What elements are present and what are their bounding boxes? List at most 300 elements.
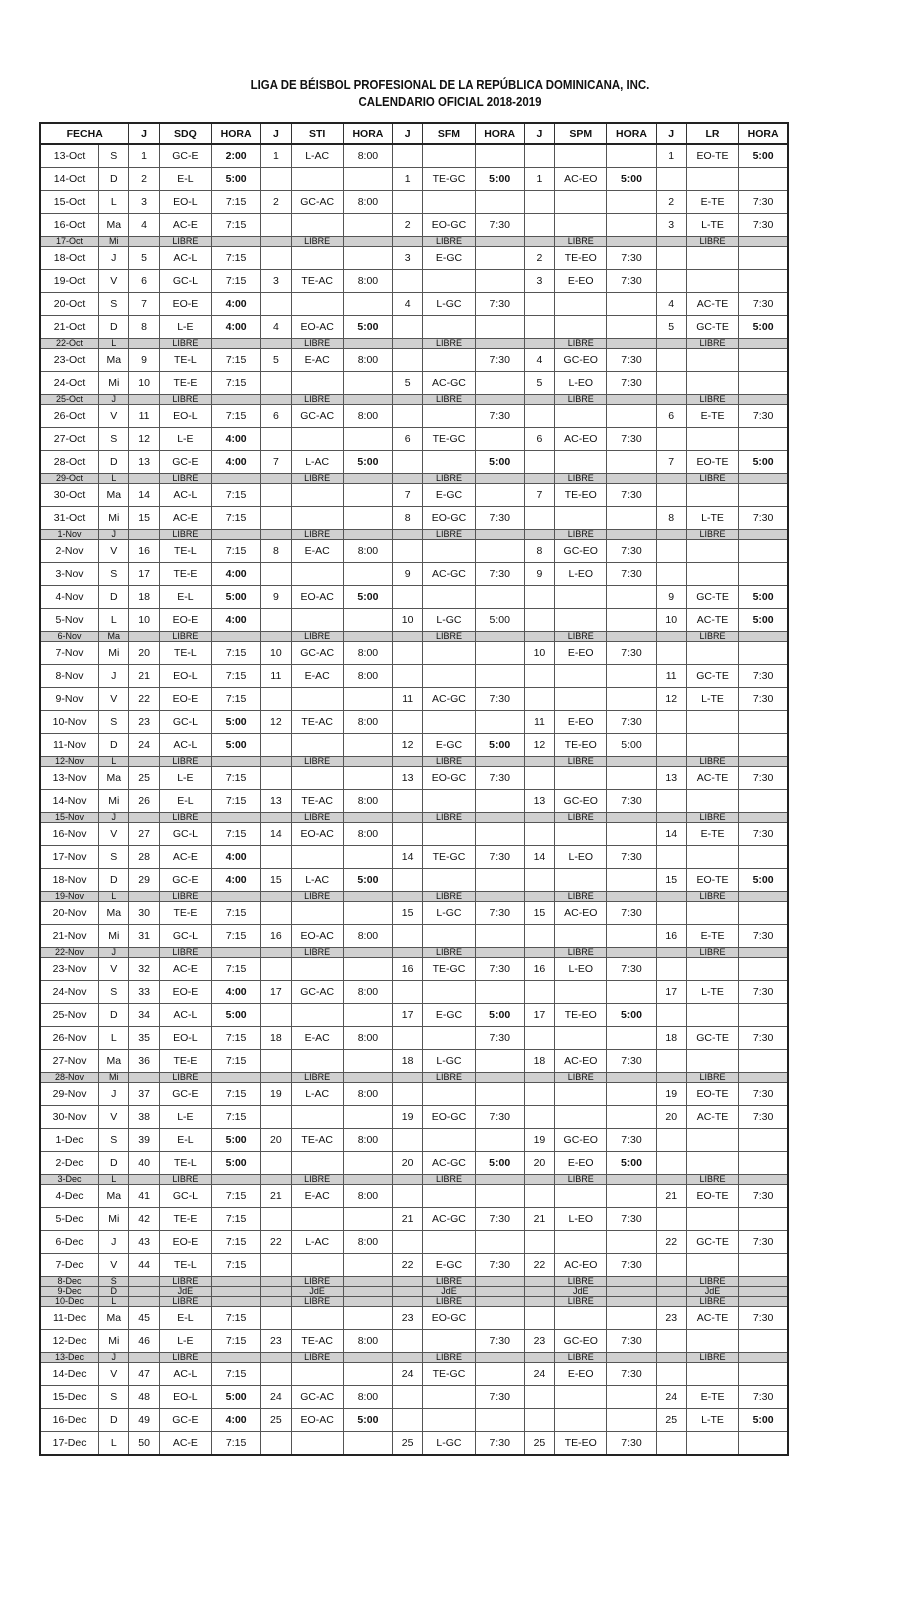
table-cell: 23: [392, 1307, 422, 1330]
table-cell: AC-EO: [555, 168, 607, 191]
table-cell: [555, 451, 607, 474]
table-cell: 29-Oct: [40, 474, 99, 484]
table-cell: [261, 1363, 291, 1386]
table-cell: 14: [656, 823, 686, 846]
table-cell: [261, 1152, 291, 1175]
table-cell: Ma: [99, 214, 129, 237]
table-cell: LIBRE: [686, 474, 738, 484]
table-cell: 5: [524, 372, 554, 395]
table-cell: [739, 484, 788, 507]
table-cell: V: [99, 1254, 129, 1277]
table-cell: E-TE: [686, 823, 738, 846]
table-cell: 4: [524, 349, 554, 372]
column-header: LR: [686, 123, 738, 144]
table-cell: 17: [524, 1004, 554, 1027]
table-cell: [739, 474, 788, 484]
table-cell: 16-Dec: [40, 1409, 99, 1432]
table-cell: J: [99, 395, 129, 405]
table-cell: [656, 270, 686, 293]
table-cell: J: [99, 247, 129, 270]
table-cell: 16: [524, 958, 554, 981]
table-cell: [524, 405, 554, 428]
table-cell: [343, 609, 392, 632]
table-cell: [343, 1432, 392, 1456]
table-cell: [343, 1208, 392, 1231]
table-cell: [607, 925, 656, 948]
table-cell: [212, 632, 261, 642]
table-cell: 10: [656, 609, 686, 632]
table-cell: EO-AC: [291, 925, 343, 948]
table-cell: [607, 237, 656, 247]
table-cell: 13-Oct: [40, 144, 99, 168]
table-cell: 9: [656, 586, 686, 609]
table-cell: E-AC: [291, 1185, 343, 1208]
table-cell: [656, 1432, 686, 1456]
table-cell: 9-Nov: [40, 688, 99, 711]
table-row: [40, 1106, 788, 1129]
table-cell: Ma: [99, 1185, 129, 1208]
table-cell: 3: [392, 247, 422, 270]
table-cell: 5:00: [739, 869, 788, 892]
table-cell: 14-Oct: [40, 168, 99, 191]
table-cell: [607, 609, 656, 632]
table-cell: [739, 813, 788, 823]
table-cell: 7:15: [212, 1231, 261, 1254]
table-cell: AC-TE: [686, 1307, 738, 1330]
table-cell: [261, 563, 291, 586]
table-cell: [261, 214, 291, 237]
table-cell: TE-AC: [291, 1330, 343, 1353]
table-cell: [739, 1297, 788, 1307]
table-cell: 16: [392, 958, 422, 981]
table-cell: 34: [129, 1004, 159, 1027]
table-cell: LIBRE: [291, 813, 343, 823]
table-cell: [475, 237, 524, 247]
table-cell: [555, 1027, 607, 1050]
table-cell: EO-E: [159, 1231, 211, 1254]
table-row: [40, 981, 788, 1004]
table-cell: 8:00: [343, 1083, 392, 1106]
table-cell: 18: [656, 1027, 686, 1050]
table-cell: 23-Oct: [40, 349, 99, 372]
rest-day-row: [40, 530, 788, 540]
table-cell: [686, 734, 738, 757]
table-cell: 22-Nov: [40, 948, 99, 958]
table-row: [40, 642, 788, 665]
table-cell: L-TE: [686, 1409, 738, 1432]
table-cell: 21: [524, 1208, 554, 1231]
table-cell: [607, 144, 656, 168]
table-cell: [129, 1287, 159, 1297]
table-cell: LIBRE: [291, 339, 343, 349]
table-cell: [686, 168, 738, 191]
table-cell: 7:30: [739, 293, 788, 316]
table-cell: [392, 1330, 422, 1353]
table-cell: [739, 540, 788, 563]
table-row: [40, 168, 788, 191]
table-cell: [739, 237, 788, 247]
table-cell: [524, 1277, 554, 1287]
table-cell: [607, 1287, 656, 1297]
table-cell: 5:00: [343, 586, 392, 609]
table-cell: E-TE: [686, 1386, 738, 1409]
table-cell: [475, 1363, 524, 1386]
table-cell: [475, 474, 524, 484]
table-cell: LIBRE: [423, 339, 475, 349]
table-cell: LIBRE: [159, 237, 211, 247]
table-cell: 16: [129, 540, 159, 563]
table-cell: L-AC: [291, 451, 343, 474]
table-cell: [607, 1027, 656, 1050]
table-cell: 31-Oct: [40, 507, 99, 530]
table-cell: [475, 1073, 524, 1083]
table-cell: [212, 1297, 261, 1307]
schedule-table: [39, 122, 789, 1456]
table-cell: 1-Nov: [40, 530, 99, 540]
table-cell: [656, 734, 686, 757]
table-cell: [524, 293, 554, 316]
table-cell: 4:00: [212, 316, 261, 339]
table-cell: LIBRE: [423, 1175, 475, 1185]
table-cell: 4-Nov: [40, 586, 99, 609]
table-cell: [656, 540, 686, 563]
table-cell: [291, 1050, 343, 1073]
table-row: [40, 790, 788, 813]
table-cell: [686, 1050, 738, 1073]
table-cell: 5:00: [212, 1129, 261, 1152]
table-cell: EO-GC: [423, 1307, 475, 1330]
table-cell: [212, 1073, 261, 1083]
table-cell: S: [99, 293, 129, 316]
table-cell: Mi: [99, 925, 129, 948]
table-cell: [739, 1208, 788, 1231]
table-cell: LIBRE: [686, 1297, 738, 1307]
table-cell: [475, 1307, 524, 1330]
table-cell: 11: [524, 711, 554, 734]
table-cell: 5:00: [475, 734, 524, 757]
table-cell: 18-Nov: [40, 869, 99, 892]
table-cell: [739, 1073, 788, 1083]
table-cell: [739, 270, 788, 293]
table-cell: [423, 823, 475, 846]
table-cell: E-TE: [686, 191, 738, 214]
table-cell: 44: [129, 1254, 159, 1277]
table-cell: 7:30: [475, 405, 524, 428]
table-cell: LIBRE: [423, 530, 475, 540]
table-cell: LIBRE: [291, 892, 343, 902]
table-cell: [739, 428, 788, 451]
table-cell: 1: [656, 144, 686, 168]
table-cell: 7:15: [212, 688, 261, 711]
table-cell: LIBRE: [423, 892, 475, 902]
table-cell: [261, 1432, 291, 1456]
table-cell: 7:30: [475, 767, 524, 790]
table-cell: [291, 372, 343, 395]
table-cell: 20: [392, 1152, 422, 1175]
table-cell: 8:00: [343, 540, 392, 563]
rest-day-row: [40, 339, 788, 349]
table-cell: [291, 846, 343, 869]
column-header: HORA: [212, 123, 261, 144]
column-header: HORA: [607, 123, 656, 144]
table-cell: D: [99, 168, 129, 191]
table-cell: 7:15: [212, 1083, 261, 1106]
table-cell: LIBRE: [555, 813, 607, 823]
table-cell: TE-E: [159, 902, 211, 925]
table-cell: L-EO: [555, 846, 607, 869]
table-cell: LIBRE: [291, 530, 343, 540]
table-cell: 5:00: [475, 609, 524, 632]
table-cell: TE-GC: [423, 958, 475, 981]
table-cell: TE-L: [159, 642, 211, 665]
table-cell: [261, 1277, 291, 1287]
table-cell: 11-Nov: [40, 734, 99, 757]
table-cell: 5:00: [475, 1004, 524, 1027]
table-cell: [392, 349, 422, 372]
table-row: [40, 1231, 788, 1254]
table-cell: AC-EO: [555, 1050, 607, 1073]
table-cell: 6: [261, 405, 291, 428]
table-cell: [392, 632, 422, 642]
table-row: [40, 609, 788, 632]
table-cell: S: [99, 711, 129, 734]
table-cell: 5:00: [739, 1409, 788, 1432]
table-cell: 1: [524, 168, 554, 191]
table-cell: [739, 1254, 788, 1277]
table-cell: TE-L: [159, 1152, 211, 1175]
table-cell: 7:30: [739, 1027, 788, 1050]
table-cell: GC-TE: [686, 665, 738, 688]
table-cell: 12-Nov: [40, 757, 99, 767]
table-cell: S: [99, 1386, 129, 1409]
table-cell: 23: [524, 1330, 554, 1353]
table-row: [40, 1363, 788, 1386]
table-cell: Mi: [99, 507, 129, 530]
table-cell: TE-EO: [555, 1432, 607, 1456]
table-cell: [291, 563, 343, 586]
table-cell: AC-L: [159, 484, 211, 507]
table-cell: TE-AC: [291, 711, 343, 734]
table-cell: 5:00: [212, 711, 261, 734]
table-cell: 7:30: [739, 665, 788, 688]
table-cell: LIBRE: [555, 948, 607, 958]
table-cell: AC-EO: [555, 1254, 607, 1277]
table-cell: [524, 214, 554, 237]
table-cell: 31: [129, 925, 159, 948]
table-cell: 8:00: [343, 925, 392, 948]
table-cell: EO-TE: [686, 144, 738, 168]
table-cell: LIBRE: [555, 1277, 607, 1287]
table-cell: [212, 530, 261, 540]
table-cell: [524, 632, 554, 642]
table-cell: 5:00: [343, 1409, 392, 1432]
table-cell: 23: [261, 1330, 291, 1353]
table-cell: LIBRE: [159, 892, 211, 902]
table-cell: [291, 688, 343, 711]
table-cell: L: [99, 609, 129, 632]
table-cell: [656, 1353, 686, 1363]
table-cell: [656, 372, 686, 395]
table-cell: LIBRE: [555, 237, 607, 247]
table-cell: EO-E: [159, 688, 211, 711]
table-cell: EO-E: [159, 981, 211, 1004]
table-cell: [555, 507, 607, 530]
table-cell: EO-GC: [423, 767, 475, 790]
table-cell: [686, 902, 738, 925]
table-cell: 15: [524, 902, 554, 925]
table-cell: [475, 372, 524, 395]
table-cell: [555, 688, 607, 711]
table-cell: 14: [524, 846, 554, 869]
table-cell: L-GC: [423, 1432, 475, 1456]
table-cell: 8:00: [343, 405, 392, 428]
table-cell: [261, 892, 291, 902]
column-header: SFM: [423, 123, 475, 144]
table-cell: [475, 316, 524, 339]
table-cell: 19-Oct: [40, 270, 99, 293]
table-cell: [607, 586, 656, 609]
table-cell: [739, 958, 788, 981]
table-cell: LIBRE: [555, 632, 607, 642]
table-cell: 27-Nov: [40, 1050, 99, 1073]
table-cell: 7:30: [607, 247, 656, 270]
table-row: [40, 958, 788, 981]
table-cell: 12: [261, 711, 291, 734]
table-cell: [291, 902, 343, 925]
table-cell: 7:30: [607, 1432, 656, 1456]
table-cell: 23: [129, 711, 159, 734]
column-header: J: [392, 123, 422, 144]
table-cell: 6-Dec: [40, 1231, 99, 1254]
table-cell: Mi: [99, 237, 129, 247]
table-cell: 5: [261, 349, 291, 372]
table-cell: 7:30: [739, 1106, 788, 1129]
table-cell: 7:30: [739, 1231, 788, 1254]
table-cell: [656, 1330, 686, 1353]
table-cell: L: [99, 474, 129, 484]
table-cell: 7:15: [212, 484, 261, 507]
table-cell: [686, 349, 738, 372]
table-cell: 8:00: [343, 823, 392, 846]
table-cell: [291, 1106, 343, 1129]
table-cell: [475, 191, 524, 214]
table-cell: LIBRE: [686, 632, 738, 642]
table-row: [40, 191, 788, 214]
table-cell: [392, 1231, 422, 1254]
table-cell: LIBRE: [159, 474, 211, 484]
table-cell: LIBRE: [686, 892, 738, 902]
table-cell: 4:00: [212, 428, 261, 451]
table-cell: L-GC: [423, 293, 475, 316]
table-cell: LIBRE: [291, 632, 343, 642]
table-cell: [392, 948, 422, 958]
table-cell: [475, 1353, 524, 1363]
table-cell: 8:00: [343, 1185, 392, 1208]
table-cell: [524, 1287, 554, 1297]
table-cell: 18: [129, 586, 159, 609]
table-cell: 12: [392, 734, 422, 757]
table-cell: [555, 1185, 607, 1208]
table-cell: 5-Dec: [40, 1208, 99, 1231]
table-cell: [261, 632, 291, 642]
table-cell: [392, 1386, 422, 1409]
table-cell: 8:00: [343, 665, 392, 688]
table-cell: 12: [129, 428, 159, 451]
table-cell: [656, 474, 686, 484]
table-cell: [739, 790, 788, 813]
table-cell: Ma: [99, 632, 129, 642]
table-cell: 7: [261, 451, 291, 474]
table-cell: L-E: [159, 316, 211, 339]
table-cell: [392, 790, 422, 813]
table-cell: 8:00: [343, 642, 392, 665]
table-cell: [475, 586, 524, 609]
table-cell: 17: [656, 981, 686, 1004]
table-cell: [524, 191, 554, 214]
table-cell: 50: [129, 1432, 159, 1456]
table-cell: L-TE: [686, 214, 738, 237]
table-cell: [656, 902, 686, 925]
table-cell: [423, 642, 475, 665]
table-cell: TE-E: [159, 372, 211, 395]
table-cell: LIBRE: [159, 948, 211, 958]
table-cell: [343, 168, 392, 191]
table-cell: 5:00: [212, 734, 261, 757]
table-cell: LIBRE: [291, 1297, 343, 1307]
table-cell: [607, 1386, 656, 1409]
table-cell: L-E: [159, 767, 211, 790]
table-cell: [423, 665, 475, 688]
table-cell: Ma: [99, 349, 129, 372]
table-cell: [212, 237, 261, 247]
table-cell: 15-Nov: [40, 813, 99, 823]
table-cell: TE-L: [159, 1254, 211, 1277]
table-cell: L-AC: [291, 1231, 343, 1254]
table-cell: [475, 711, 524, 734]
table-cell: D: [99, 586, 129, 609]
table-row: [40, 214, 788, 237]
table-cell: [343, 767, 392, 790]
table-row: [40, 428, 788, 451]
table-cell: 45: [129, 1307, 159, 1330]
table-cell: LIBRE: [423, 1073, 475, 1083]
table-cell: [686, 1330, 738, 1353]
table-cell: 17-Nov: [40, 846, 99, 869]
table-cell: [739, 372, 788, 395]
table-cell: [686, 1254, 738, 1277]
table-cell: [686, 1363, 738, 1386]
rest-day-row: [40, 1175, 788, 1185]
table-cell: 20: [129, 642, 159, 665]
table-cell: GC-L: [159, 823, 211, 846]
table-cell: S: [99, 1129, 129, 1152]
table-cell: [524, 981, 554, 1004]
table-cell: [555, 767, 607, 790]
table-cell: 7:15: [212, 665, 261, 688]
table-cell: [475, 144, 524, 168]
table-cell: [392, 1185, 422, 1208]
table-cell: [686, 1432, 738, 1456]
table-cell: [607, 474, 656, 484]
table-cell: [343, 1073, 392, 1083]
table-cell: [423, 1330, 475, 1353]
table-cell: 2-Dec: [40, 1152, 99, 1175]
table-cell: 22-Oct: [40, 339, 99, 349]
table-cell: JdE: [686, 1287, 738, 1297]
table-cell: TE-AC: [291, 790, 343, 813]
table-cell: LIBRE: [159, 339, 211, 349]
table-cell: 15: [392, 902, 422, 925]
